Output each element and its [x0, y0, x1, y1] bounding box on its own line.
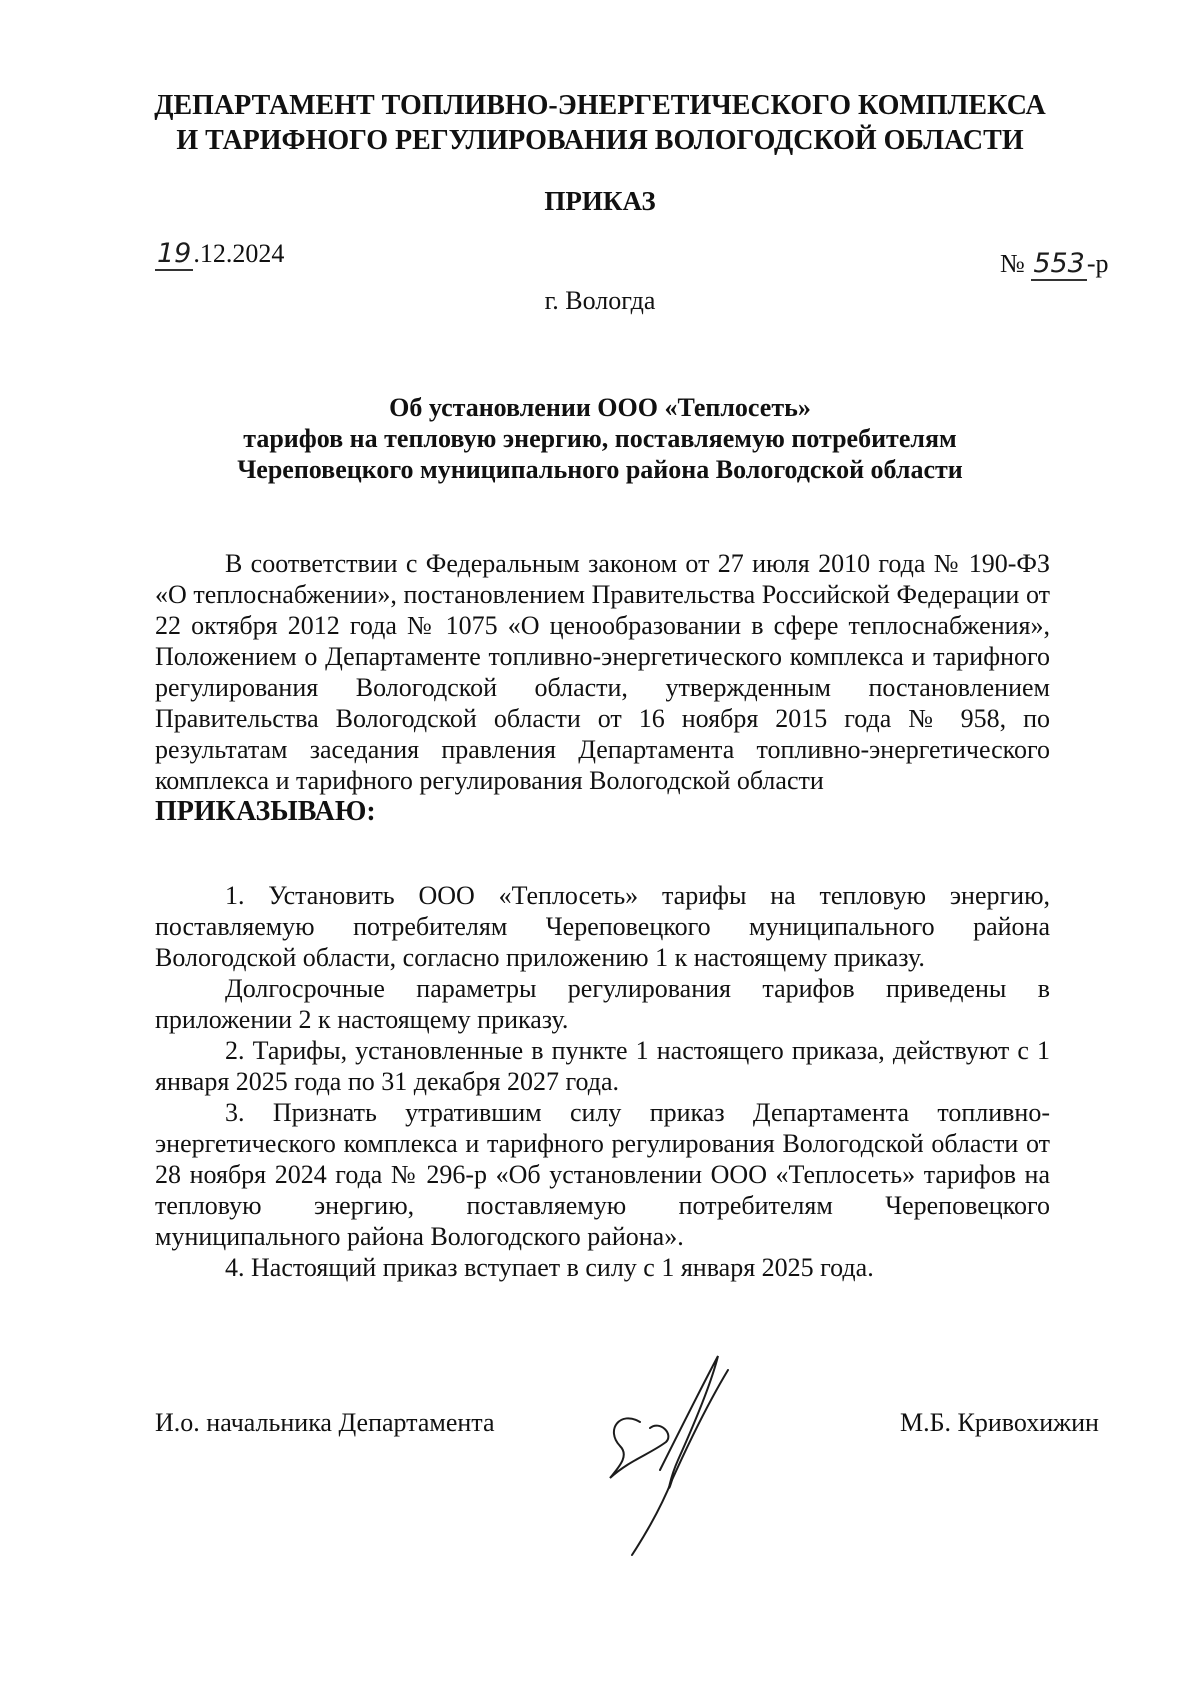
handwritten-day: 19 — [157, 238, 192, 269]
signatory-name: М.Б. Кривохижин — [900, 1408, 1099, 1437]
item-3: 3. Признать утратившим силу приказ Департамента топливно-энергетического комплекса и тарифного регулирования Вологодской области от 28 ноября 2024 года № 296-р «Об установлении ООО «Теплосеть» тарифов на тепловую энергию, поставляемую потребителям Череповецкого муниципального района Вологодского района». — [155, 1098, 1050, 1251]
number-suffix: -р — [1086, 249, 1109, 278]
signatory-title: И.о. начальника Департамента — [155, 1408, 495, 1437]
city-line: г. Вологда — [544, 286, 656, 315]
subject-line-3: Череповецкого муниципального района Вологодской области — [237, 455, 963, 484]
order-date — [155, 238, 284, 269]
order-subject — [160, 392, 1040, 485]
subject-line-1: Об установлении ООО «Теплосеть» — [389, 393, 811, 422]
date-month-year: .12.2024 — [193, 239, 285, 268]
directive-word: ПРИКАЗЫВАЮ: — [155, 796, 376, 827]
department-header — [100, 88, 1100, 158]
preamble-block — [155, 548, 1050, 827]
item-4: 4. Настоящий приказ вступает в силу с 1 января 2025 года. — [225, 1253, 874, 1282]
number-sign: № — [1000, 249, 1025, 278]
subject-line-2: тарифов на тепловую энергию, поставляемую потребителям — [243, 424, 957, 453]
handwritten-signature — [600, 1350, 770, 1560]
order-number — [1000, 248, 1109, 279]
department-line-2: И ТАРИФНОГО РЕГУЛИРОВАНИЯ ВОЛОГОДСКОЙ ОБЛАСТИ — [176, 125, 1024, 156]
item-2: 2. Тарифы, установленные в пункте 1 настоящего приказа, действуют с 1 января 2025 года по 31 декабря 2027 года. — [155, 1036, 1050, 1096]
item-1: 1. Установить ООО «Теплосеть» тарифы на тепловую энергию, поставляемую потребителям Череповецкого муниципального района Вологодской области, согласно приложению 1 к настоящему приказу. — [155, 881, 1050, 972]
doc-type-title: ПРИКАЗ — [544, 186, 656, 216]
order-items — [155, 880, 1050, 1283]
preamble-text: В соответствии с Федеральным законом от 27 июля 2010 года № 190-ФЗ «О теплоснабжении», постановлением Правительства Российской Федерации от 22 октября 2012 года № 1075 «О ценообразовании в сфере теплоснабжения», Положением о Департаменте топливно-энергетического комплекса и тарифного регулирования Вологодской области, утвержденным постановлением Правительства Вологодской области от 16 ноября 2015 года № 958, по результатам заседания правления Департамента топливно-энергетического комплекса и тарифного регулирования Вологодской области — [155, 549, 1050, 795]
item-1-continued: Долгосрочные параметры регулирования тарифов приведены в приложении 2 к настоящему приказу. — [155, 974, 1050, 1034]
handwritten-number: 553 — [1033, 248, 1085, 279]
department-line-1: ДЕПАРТАМЕНТ ТОПЛИВНО-ЭНЕРГЕТИЧЕСКОГО КОМПЛЕКСА — [154, 90, 1046, 121]
